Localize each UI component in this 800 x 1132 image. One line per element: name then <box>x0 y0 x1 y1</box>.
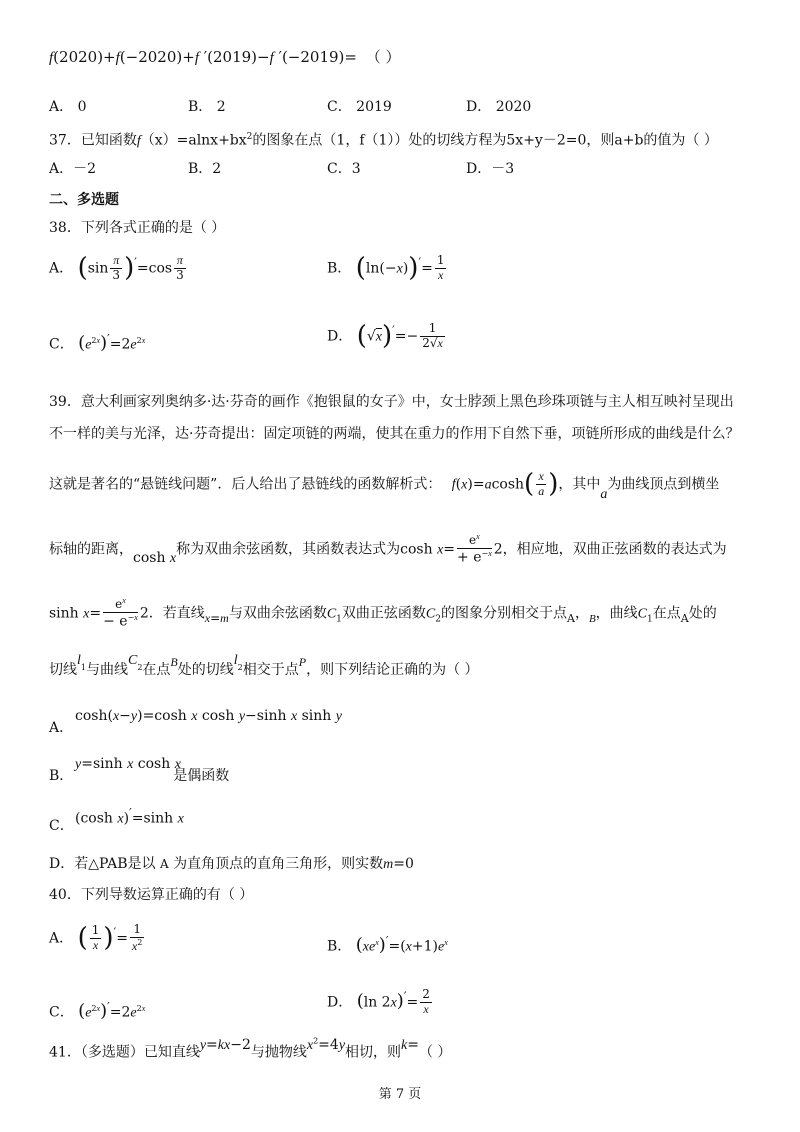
q39-option-b: y=sinh x cosh x <box>75 756 181 772</box>
q36-formula: f(2020)+f(−2020)+f ′(2019)−f ′(−2019)= （ ） <box>49 48 401 66</box>
q36-option-a: A． 0 <box>49 99 87 115</box>
q39-line4: 标轴的距离，cosh x称为双曲余弦函数，其函数表达式为cosh x= $e^x$ + $e^{-x}$ 2，相应地，双曲正弦函数的表达式为 <box>49 532 727 567</box>
q38-stem: 38．下列各式正确的是（ ） <box>49 220 226 236</box>
q39-option-c-label: C． <box>49 818 74 834</box>
q39-line5: sinh x= $e^x$ − $e^{-x}$ 2．若直线x=m与双曲余弦函数$C_1$双曲正弦函数$C_2$的图象分别相交于点$_A$，$_B$，曲线$C_1$在点$_A$处的 <box>49 596 717 630</box>
q39-option-d: D．若△PAB是以 A 为直角顶点的直角三角形，则实数m=0 <box>49 856 414 872</box>
q39-option-a-label: A． <box>49 720 74 736</box>
q39-line6: 切线$l_1$与曲线$C_2$在点B处的切线$l_2$相交于点P，则下列结论正确的为（ ） <box>49 653 479 678</box>
q40-option-a: A． ( $\frac{1}{x}$ )′= $\frac{1}{x^2}$ <box>49 921 143 953</box>
q37-stem: 37．已知函数$f(x)=alnx+bx^2$的图象在点（1，f（1））处的切线方程为5x+y－2=0，则a+b的值为（ ） <box>49 132 718 149</box>
page-number: 第 7 页 <box>378 1087 422 1102</box>
q37-option-d: D．－3 <box>466 161 515 177</box>
q37-option-a: A．－2 <box>49 161 97 177</box>
q39-line2: 不一样的美与光泽，达·芬奇提出：固定项链的两端，使其在重力的作用下自然下垂，项链所形成的曲线是什么？ <box>49 426 740 442</box>
q40-option-d: D． (ln 2x)′= $\frac{2}{x}$ <box>327 987 430 1016</box>
q39-line3: 这就是著名的“悬链线问题”．后人给出了悬链线的函数解析式： f(x)=acosh( $\frac{x}{a}$ )，其中a为曲线顶点到横坐 <box>49 468 720 503</box>
q38-option-b: B． (ln(−x))′= $\frac{1}{x}$ <box>327 252 445 283</box>
q39-option-b-label: B． 是偶函数 <box>49 768 230 784</box>
section-title: 二、多选题 <box>49 192 119 208</box>
q38-option-a: A． (sin $\frac{\pi}{3}$ )′=cos $\frac{\pi}{3}$ <box>49 252 184 283</box>
q39-line1: 39．意大利画家列奥纳多·达·芬奇的画作《抱银鼠的女子》中，女士脖颈上黑色珍珠项链与主人相互映衬呈现出 <box>49 394 734 410</box>
q38-option-d: D． (√x)′=− $\frac{1}{2√x}$ <box>327 320 443 351</box>
q36-option-c: C． 2019 <box>327 99 392 115</box>
q40-option-b: B． $(xe^x)'=(x+1)e^x$ <box>327 934 448 956</box>
q39-option-a: cosh(x−y)=cosh x cosh y−sinh x sinh y <box>75 708 342 724</box>
q40-option-c: C． $(e^{2x})'=2e^{2x}$ <box>49 1000 146 1022</box>
q36-option-d: D． 2020 <box>466 99 532 115</box>
q38-option-c: C． $(e^{2x})'=2e^{2x}$ <box>49 332 146 354</box>
q36-option-b: B． 2 <box>188 99 226 115</box>
q41-stem: 41．（多选题）已知直线y=kx−2与抛物线$x^2=4y$相切，则k=（ ） <box>49 1036 452 1061</box>
q40-stem: 40．下列导数运算正确的有（ ） <box>49 887 254 903</box>
q39-option-c: (cosh x)′=sinh x <box>75 806 184 827</box>
q37-option-b: B．2 <box>188 161 222 177</box>
q37-option-c: C．3 <box>327 161 361 177</box>
q36-blank: （ ） <box>365 48 401 66</box>
